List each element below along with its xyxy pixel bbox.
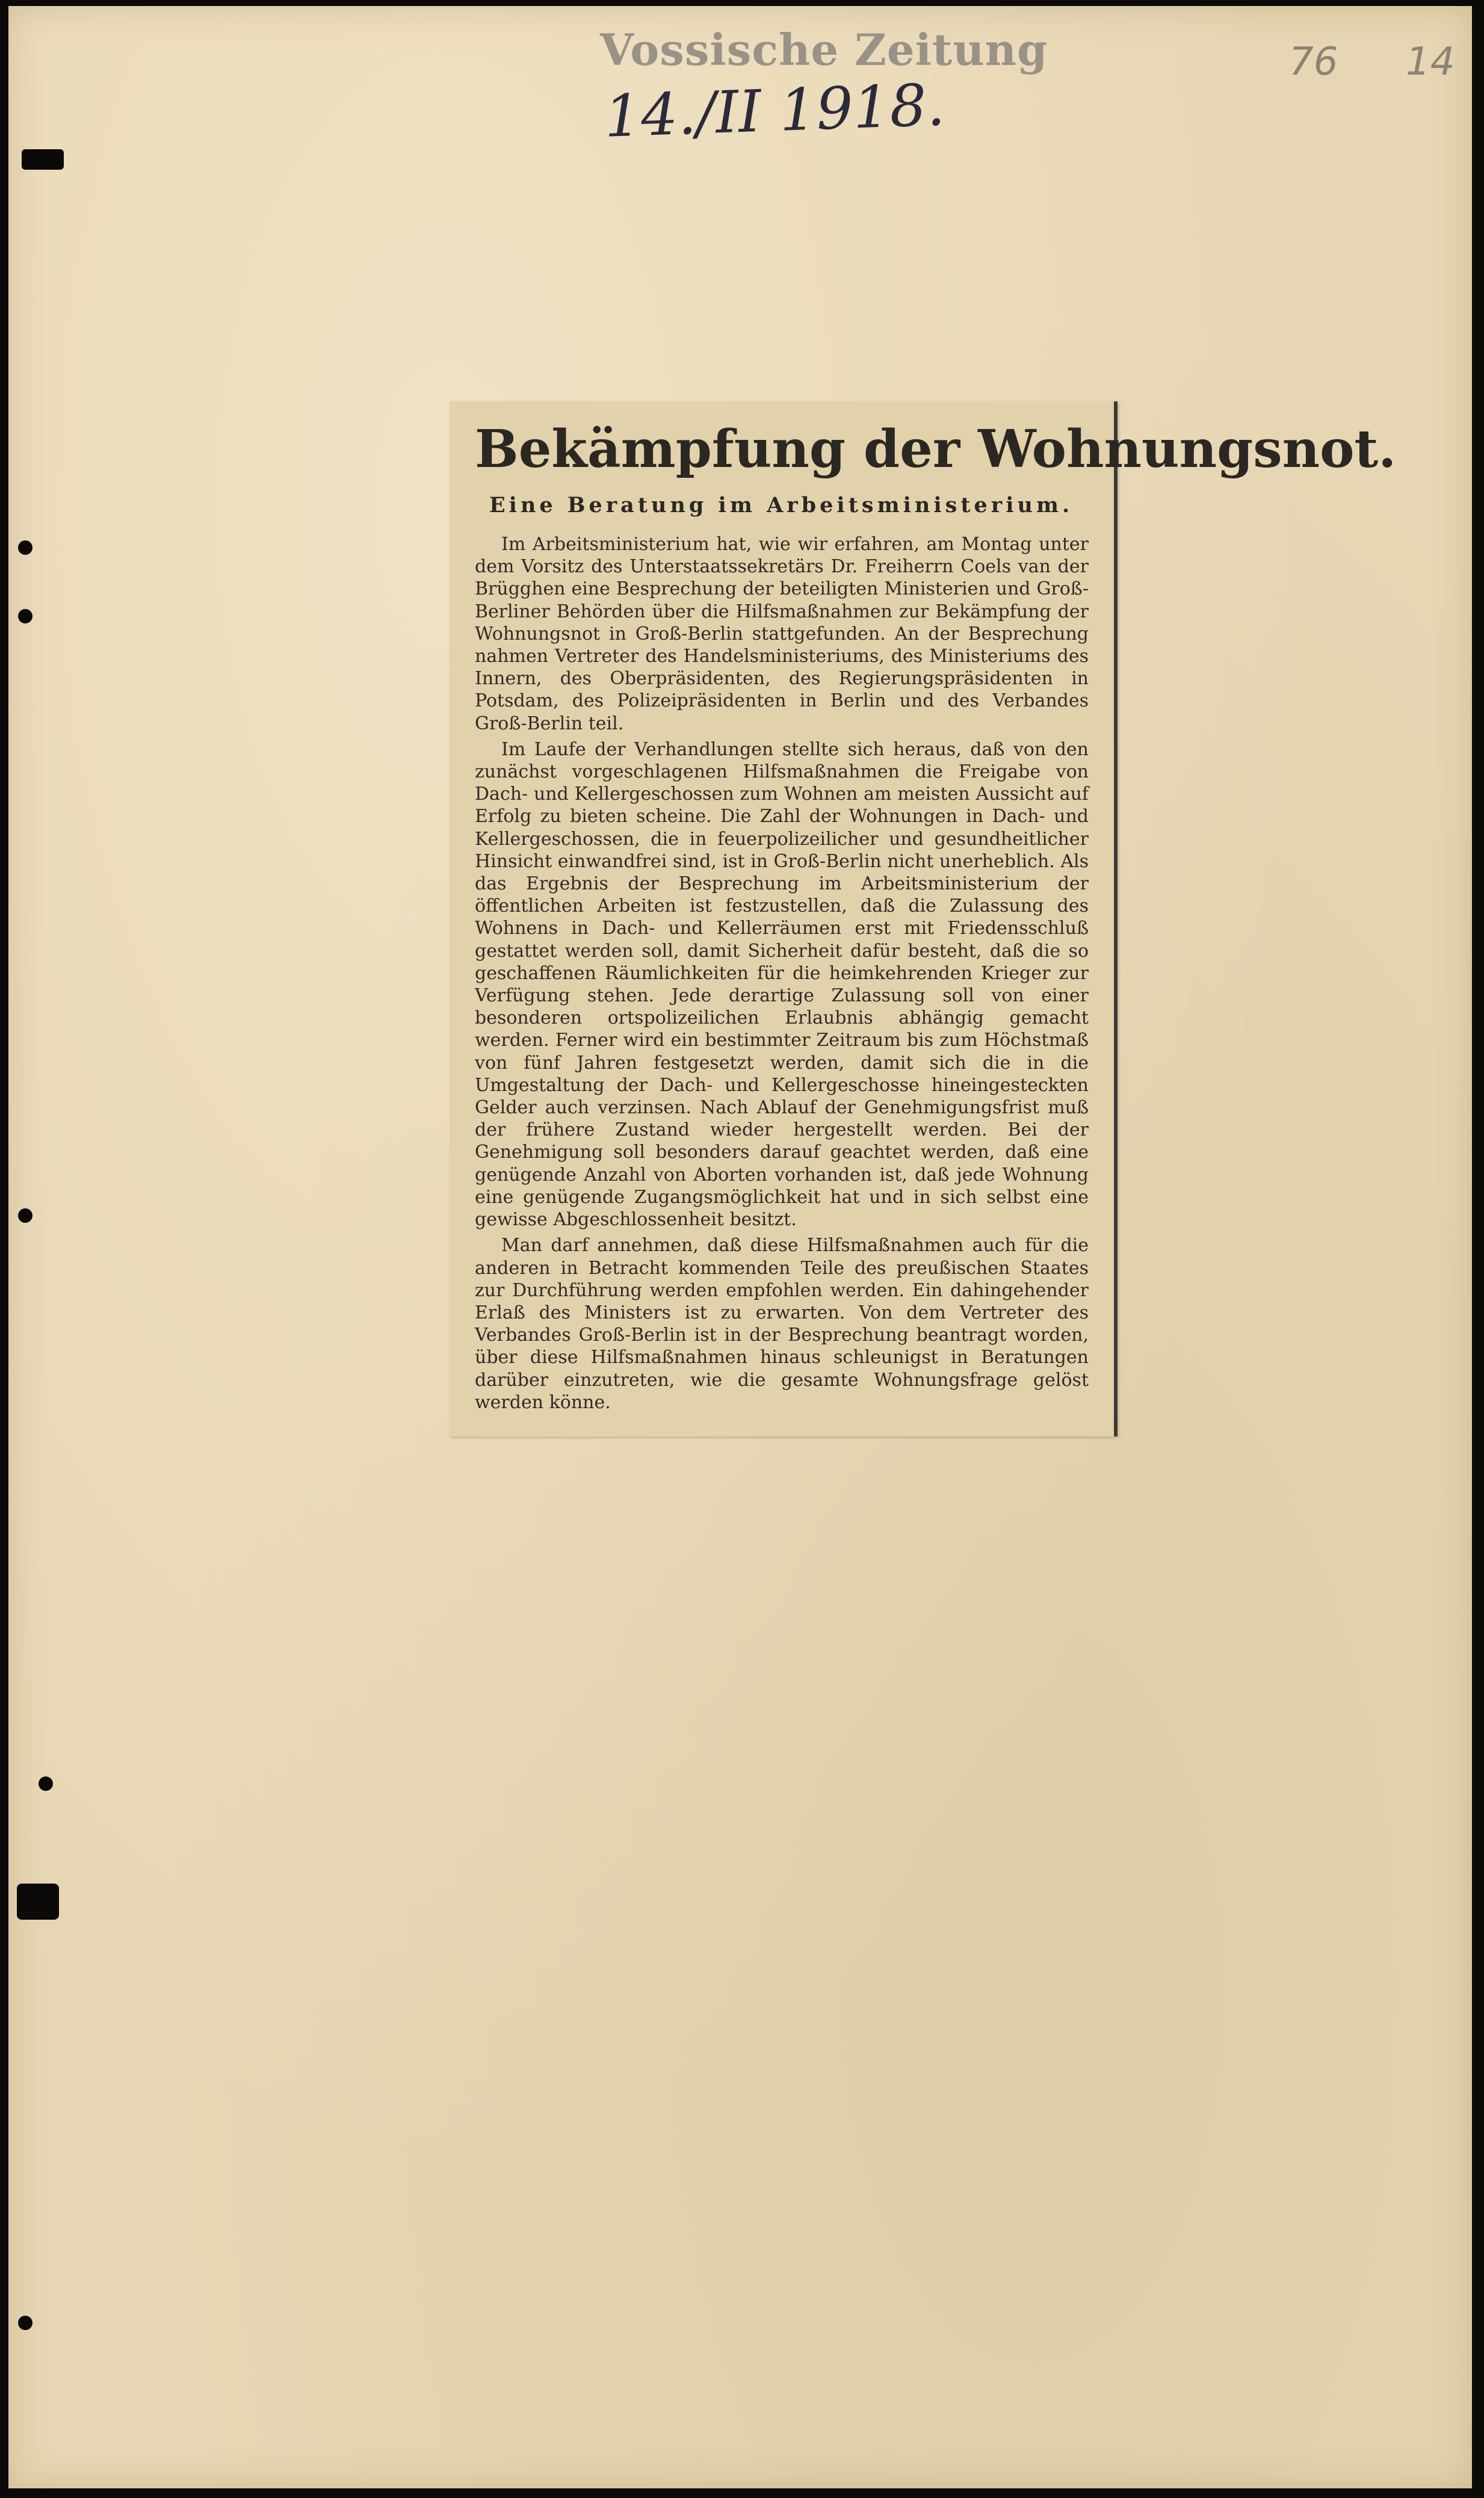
punch-hole-icon <box>17 1884 59 1920</box>
newspaper-stamp: Vossische Zeitung <box>600 24 1048 75</box>
punch-hole-icon <box>39 1776 53 1791</box>
punch-hole-icon <box>18 1208 32 1223</box>
newspaper-clipping <box>450 401 1397 1436</box>
article-paragraph-3: Man darf annehmen, daß diese Hilfsmaßnahmen auch für die anderen in Betracht kommenden Teile des preußischen Staates zur Durchführung werden empfohlen werden. Ein dahingehender Erlaß des Ministers ist zu erwarten. Von dem Vertreter des Verbandes Groß-Berlin ist in der Besprechung beantragt worden, über diese Hilfsmaßnahmen hinaus schleunigst in Beratungen darüber einzutreten, wie die gesamte Wohnungsfrage gelöst werden könne. <box>475 1235 1089 1413</box>
article-headline: Bekämpfung der Wohnungsnot. <box>475 419 1397 480</box>
article-paragraph-2: Im Laufe der Verhandlungen stellte sich heraus, daß von den zunächst vorgeschlagenen Hilfsmaßnahmen die Freigabe von Dach- und Kellergeschossen zum Wohnen am meisten Aussicht auf Erfolg zu bieten scheine. Die Zahl der Wohnungen in Dach- und Kellergeschossen, die in feuerpolizeilicher und gesundheitlicher Hinsicht einwandfrei sind, ist in Groß-Berlin nicht unerheblich. Als das Ergebnis der Besprechung im Arbeitsministerium der öffentlichen Arbeiten ist festzustellen, daß die Zulassung des Wohnens in Dach- und Kellerräumen erst mit Friedensschluß gestattet werden soll, damit Sicherheit dafür besteht, daß die so geschaffenen Räumlichkeiten für die heimkehrenden Krieger zur Verfügung stehen. Jede derartige Zulassung soll von einer besonderen ortspolizeilichen Erlaubnis abhängig gemacht werden. Ferner wird ein bestimmter Zeitraum bis zum Höchstmaß von fünf Jahren festgesetzt werden, damit sich die in die Umgestaltung der Dach- und Kellergeschosse hineingesteckten Gelder auch verzinsen. Nach Ablauf der Genehmigungsfrist muß der frühere Zustand wieder hergestellt werden. Bei der Genehmigung soll besonders darauf geachtet werden, daß eine genügende Anzahl von Aborten vorhanden ist, daß jede Wohnung eine genügende Zugangsmöglichkeit hat und in sich selbst eine gewisse Abgeschlossenheit besitzt. <box>475 738 1089 1231</box>
handwritten-date: 14./II 1918. <box>603 71 946 150</box>
punch-hole-icon <box>22 149 64 170</box>
punch-hole-icon <box>18 2316 32 2330</box>
punch-hole-icon <box>18 540 32 555</box>
punch-hole-icon <box>18 609 32 623</box>
article-paragraph-1: Im Arbeitsministerium hat, wie wir erfahren, am Montag unter dem Vorsitz des Unterstaatssekretärs Dr. Freiherrn Coels van der Brügghen eine Besprechung der beteiligten Ministerien und Groß-Berliner Behörden über die Hilfsmaßnahmen zur Bekämpfung der Wohnungsnot in Groß-Berlin stattgefunden. An der Besprechung nahmen Vertreter des Handelsministeriums, des Ministeriums des Innern, des Oberpräsidenten, des Regierungspräsidenten in Potsdam, des Polizeipräsidenten in Berlin und des Verbandes Groß-Berlin teil. <box>475 534 1089 734</box>
article-subheadline: Eine Beratung im Arbeitsministerium. <box>489 493 1074 518</box>
pencil-number-right: 14 <box>1406 40 1455 84</box>
archive-sheet <box>8 6 1472 2488</box>
pencil-number-left: 76 <box>1289 40 1338 84</box>
